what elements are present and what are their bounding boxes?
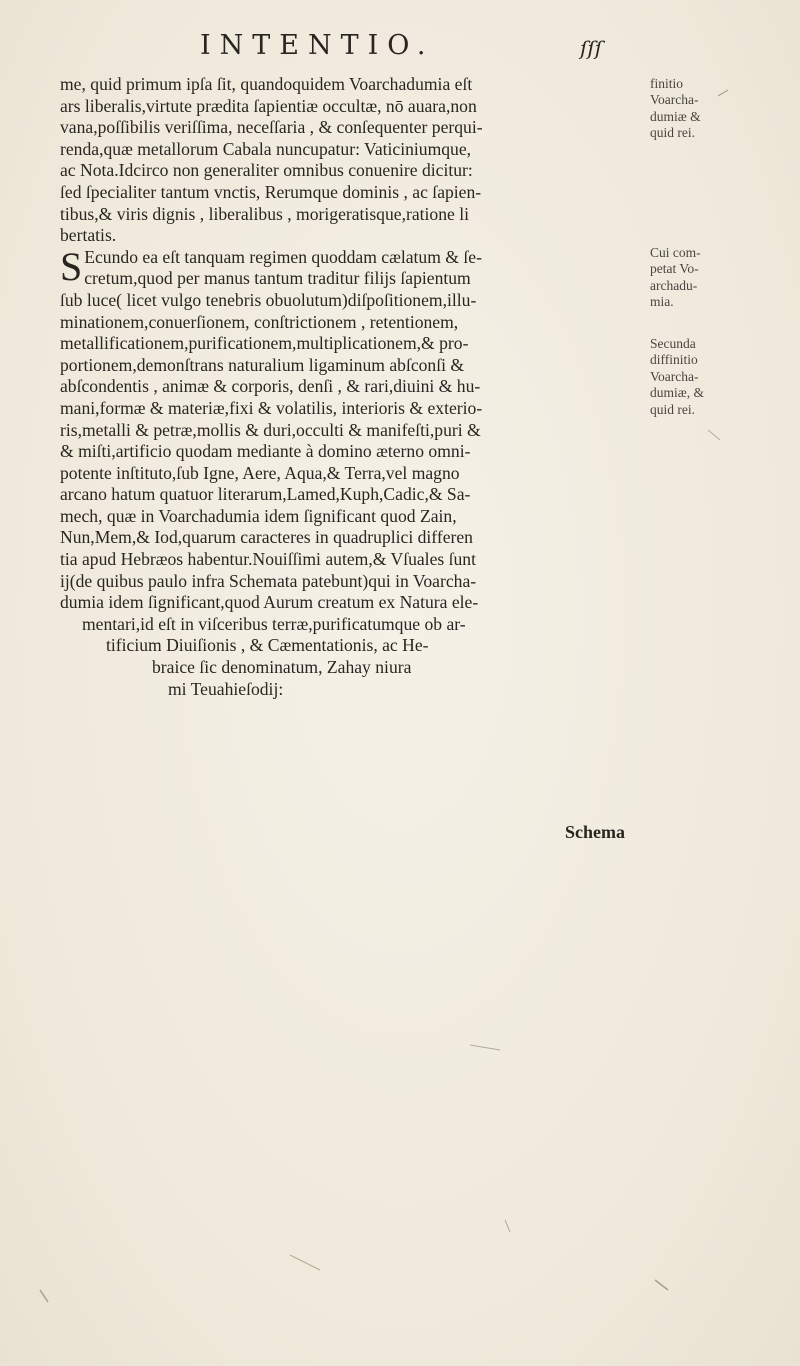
text-line: metallificationem,purificationem,multiplicationem,& pro-	[60, 333, 469, 354]
text-line: portionem,demonſtrans naturalium ligaminum abſconſi &	[60, 354, 465, 375]
text-line: minationem,conuerſionem, conſtrictionem , retentionem,	[60, 311, 459, 332]
drop-cap: S	[60, 243, 83, 289]
text-line: tia apud Hebræos habentur.Nouiſſimi autem,& Vſuales ſunt	[60, 549, 476, 570]
text-line: dumia idem ſignificant,quod Aurum creatum ex Natura ele-	[60, 592, 479, 613]
text-line: me, quid primum ipſa ſit, quandoquidem Voarchadumia eſt	[60, 74, 473, 94]
text-line: arcano hatum quatuor literarum,Lamed,Kuph,Cadic,& Sa-	[60, 484, 471, 505]
margin-line: mia.	[650, 294, 674, 310]
paragraph-1	[60, 74, 635, 247]
margin-line: quid rei.	[650, 401, 695, 417]
margin-line: petat Vo-	[650, 261, 699, 277]
text-line: renda,quæ metallorum Cabala nuncupatur: Vaticiniumque,	[60, 138, 472, 159]
margin-line: dumiæ, &	[650, 385, 705, 401]
margin-line: quid rei.	[650, 125, 695, 141]
page-number: ſſſ	[580, 36, 603, 60]
text-line: ars liberalis,virtute prædita ſapientiæ occultæ, nō auara,non	[60, 95, 477, 116]
text-line: abſcondentis , animæ & corporis, denſi , & rari,diuini & hu-	[60, 376, 481, 397]
margin-note-3	[650, 336, 790, 418]
paragraph-2	[60, 243, 635, 700]
text-line: & miſti,artificio quodam mediante à domino æterno omni-	[60, 441, 471, 462]
text-line: ac Nota.Idcirco non generaliter omnibus conuenire dicitur:	[60, 160, 473, 181]
text-line: mentari,id eſt in viſceribus terræ,purificatumque ob ar-	[82, 613, 466, 634]
margin-line: diffinitio	[650, 352, 698, 368]
text-line: ſed ſpecialiter tantum vnctis, Rerumque dominis , ac ſapien-	[60, 181, 482, 202]
text-line: mani,formæ & materiæ,fixi & volatilis, interioris & exterio-	[60, 397, 483, 418]
text-line: vana,poſſibilis veriſſima, neceſſaria , & conſequenter perqui-	[60, 117, 483, 138]
text-line: ſub luce( licet vulgo tenebris obuolutum)diſpoſitionem,illu-	[60, 289, 477, 310]
text-line: mi Teuahieſodij:	[168, 678, 284, 699]
text-line: potente inſtituto,ſub Igne, Aere, Aqua,& Terra,vel magno	[60, 462, 460, 483]
margin-note-1	[650, 76, 790, 142]
margin-line: Cui com-	[650, 245, 701, 260]
text-line: tibus,& viris dignis , liberalibus , morigeratisque,ratione li	[60, 203, 469, 224]
running-head: INTENTIO.	[200, 30, 435, 61]
text-line: Nun,Mem,& Iod,quarum caracteres in quadruplici differen	[60, 527, 473, 548]
text-line: mech, quæ in Voarchadumia idem ſignificant quod Zain,	[60, 505, 457, 526]
margin-line: Voarcha-	[650, 368, 699, 384]
text-line: ris,metalli & petræ,mollis & duri,occulti & manifeſti,puri &	[60, 419, 481, 440]
catchword: Schema	[565, 822, 625, 842]
text-line: braice ſic denominatum, Zahay niura	[152, 657, 412, 678]
first-line-text: Ecundo ea eſt tanquam regimen quoddam cælatum & ſe-	[84, 246, 482, 267]
margin-line: Voarcha-	[650, 92, 699, 108]
margin-line: dumiæ &	[650, 108, 701, 124]
margin-line: finitio	[650, 76, 683, 91]
main-text-column	[60, 74, 635, 700]
text-line: cretum,quod per manus tantum traditur filijs ſapientum	[84, 268, 471, 289]
text-line: tificium Diuiſionis , & Cæmentationis, ac He-	[106, 635, 429, 656]
text-line: ij(de quibus paulo infra Schemata patebunt)qui in Voarcha-	[60, 570, 477, 591]
margin-line: archadu-	[650, 277, 698, 293]
text-line: bertatis.	[60, 225, 117, 246]
page-header	[0, 28, 800, 68]
margin-line: Secunda	[650, 336, 696, 351]
margin-note-2	[650, 245, 790, 311]
